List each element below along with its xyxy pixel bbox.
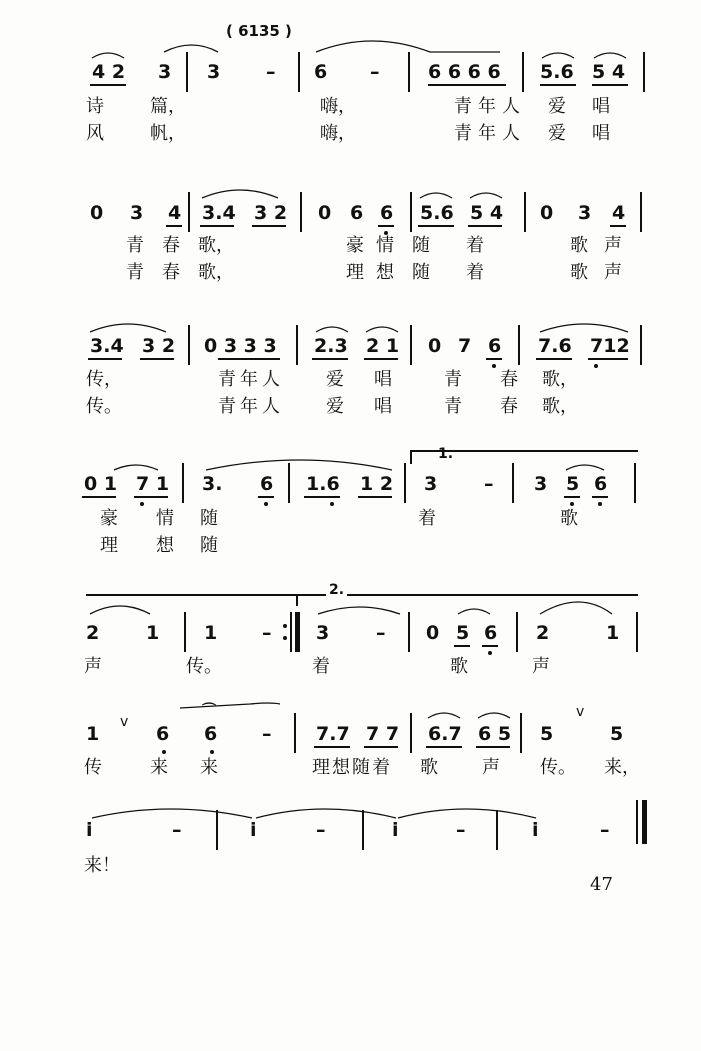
lyric: 传 <box>84 757 102 778</box>
note: 3 <box>207 61 221 83</box>
note: 712 <box>590 335 630 357</box>
lyric: 歌 <box>420 757 438 778</box>
note: 0 3 3 3 <box>204 335 277 357</box>
note: 3 <box>534 473 548 495</box>
intro-motif: ( 6135 ) <box>226 22 292 40</box>
lyric: 春 <box>162 262 180 283</box>
lyric: 歌 <box>560 508 578 529</box>
note: i <box>86 819 93 841</box>
lyric: 想 <box>156 535 174 556</box>
lyric: 爱 <box>548 123 566 144</box>
lyric: 帆， <box>150 123 186 144</box>
note: – <box>262 723 272 745</box>
volta-2-label: 2. <box>326 582 347 598</box>
note: 0 <box>426 622 440 644</box>
lyric: 唱 <box>592 96 610 117</box>
note: 2 1 <box>366 335 400 357</box>
note: 3 <box>130 202 144 224</box>
lyric: 传。 <box>86 396 122 417</box>
note: 2 <box>86 622 100 644</box>
lyric: 传。 <box>540 757 576 778</box>
note: 4 2 <box>92 61 126 83</box>
note: 5 <box>610 723 624 745</box>
lyric: 诗 <box>86 96 104 117</box>
note: 3 2 <box>254 202 288 224</box>
fermata-icon: ⌒ <box>202 703 216 719</box>
lyric: 随 <box>200 535 218 556</box>
note: 5 4 <box>592 61 626 83</box>
lyric: 歌， <box>542 369 578 390</box>
lyric: 歌 <box>570 235 588 256</box>
lyric: 传， <box>86 369 122 390</box>
lyric: 随 <box>412 235 430 256</box>
note: 3 <box>316 622 330 644</box>
note: 6 6 6 6 <box>428 61 501 83</box>
lyric: 随 <box>200 508 218 529</box>
note: 6 <box>484 622 498 644</box>
lyric: 春 <box>162 235 180 256</box>
lyric: 着 <box>466 235 484 256</box>
note: – <box>370 61 380 83</box>
note: 1 <box>86 723 100 745</box>
note: 5 <box>566 473 580 495</box>
note: 2 <box>536 622 550 644</box>
lyric: 声 <box>604 262 622 283</box>
note: 6 <box>314 61 328 83</box>
note: 0 <box>428 335 442 357</box>
note: – <box>484 473 494 495</box>
lyric: 声 <box>482 757 500 778</box>
note: 6 <box>260 473 274 495</box>
lyric: 爱 <box>548 96 566 117</box>
lyric: 唱 <box>374 369 392 390</box>
note: – <box>316 819 326 841</box>
page-number: 47 <box>590 874 613 895</box>
lyric: 声 <box>84 656 102 677</box>
lyric: 歌， <box>198 262 234 283</box>
note: i <box>250 819 257 841</box>
lyric: 歌 <box>570 262 588 283</box>
lyric: 来 <box>200 757 218 778</box>
note: – <box>172 819 182 841</box>
lyric: 歌， <box>198 235 234 256</box>
lyric: 理 <box>346 262 364 283</box>
lyric: 风 <box>86 123 104 144</box>
note: 6 <box>156 723 170 745</box>
lyric: 理想随着 <box>312 757 392 778</box>
lyric: 春 <box>500 396 518 417</box>
note: 5 4 <box>470 202 504 224</box>
note: 5 <box>456 622 470 644</box>
note: 6 <box>594 473 608 495</box>
lyric: 情 <box>156 508 174 529</box>
note: – <box>600 819 610 841</box>
note: 7 <box>458 335 472 357</box>
lyric: 青年人 <box>454 123 526 144</box>
lyric: 青 <box>444 396 462 417</box>
lyric: 爱 <box>326 396 344 417</box>
lyric: 传。 <box>186 656 222 677</box>
lyric: 声 <box>532 656 550 677</box>
note: 4 <box>612 202 626 224</box>
note: – <box>376 622 386 644</box>
lyric: 来 <box>150 757 168 778</box>
lyric: 春 <box>500 369 518 390</box>
note: 5.6 <box>540 61 574 83</box>
note: 1 <box>606 622 620 644</box>
note: 3 <box>158 61 172 83</box>
note: 3 <box>424 473 438 495</box>
note: – <box>262 622 272 644</box>
lyric: 声 <box>604 235 622 256</box>
lyric: 理 <box>100 535 118 556</box>
note: 3 <box>578 202 592 224</box>
note: 1 <box>146 622 160 644</box>
lyric: 想 <box>376 262 394 283</box>
note: 5.6 <box>420 202 454 224</box>
note: 5 <box>540 723 554 745</box>
lyric: 歌 <box>450 656 468 677</box>
note: 6 <box>488 335 502 357</box>
lyric: 着 <box>466 262 484 283</box>
lyric: 青 <box>444 369 462 390</box>
note: 3. <box>202 473 223 495</box>
note: 6 5 <box>478 723 512 745</box>
note: 3.4 <box>202 202 236 224</box>
note: 3.4 <box>90 335 124 357</box>
lyric: 唱 <box>374 396 392 417</box>
lyric: 青年人 <box>454 96 526 117</box>
note: 7.7 <box>316 723 350 745</box>
note: 6 <box>380 202 394 224</box>
lyric: 唱 <box>592 123 610 144</box>
note: 4 <box>168 202 182 224</box>
lyric: 着 <box>418 508 436 529</box>
lyric: 嗨， <box>320 123 356 144</box>
note: 1 2 <box>360 473 394 495</box>
note: 1.6 <box>306 473 340 495</box>
note: 1 <box>204 622 218 644</box>
volta-1-label: 1. <box>438 446 454 462</box>
note: 3 2 <box>142 335 176 357</box>
note: i <box>392 819 399 841</box>
note: 6 <box>204 723 218 745</box>
lyric: 情 <box>376 235 394 256</box>
lyric: 着 <box>312 656 330 677</box>
note: 0 <box>90 202 104 224</box>
lyric: 篇， <box>150 96 186 117</box>
lyric: 青 <box>126 262 144 283</box>
note: 0 <box>318 202 332 224</box>
note: 0 1 <box>84 473 118 495</box>
note: 7 1 <box>136 473 170 495</box>
note: 7.6 <box>538 335 572 357</box>
lyric: 随 <box>412 262 430 283</box>
lyric: 歌， <box>542 396 578 417</box>
note: 0 <box>540 202 554 224</box>
lyric: 青 <box>126 235 144 256</box>
lyric: 来！ <box>84 855 120 876</box>
note: 7 7 <box>366 723 400 745</box>
lyric: 青年人 <box>218 396 284 417</box>
lyric: 青年人 <box>218 369 284 390</box>
note: i <box>532 819 539 841</box>
note: 2.3 <box>314 335 348 357</box>
lyric: 豪 <box>100 508 118 529</box>
note: – <box>266 61 276 83</box>
note: 6.7 <box>428 723 462 745</box>
lyric: 豪 <box>346 235 364 256</box>
breath-mark: v <box>576 704 585 720</box>
lyric: 嗨， <box>320 96 356 117</box>
note: 6 <box>350 202 364 224</box>
lyric: 来， <box>604 757 640 778</box>
note: – <box>456 819 466 841</box>
lyric: 爱 <box>326 369 344 390</box>
breath-mark: v <box>120 714 129 730</box>
